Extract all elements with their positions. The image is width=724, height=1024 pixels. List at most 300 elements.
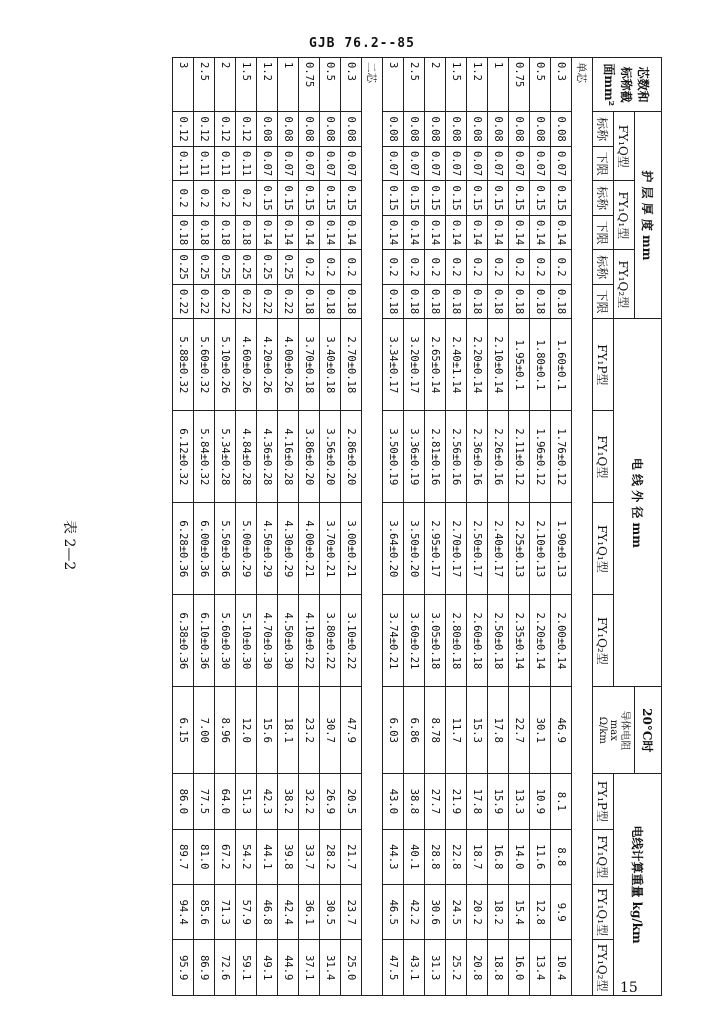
- od-cell: 6.28±0.36: [173, 503, 194, 595]
- sheath-cell: 0.2: [299, 250, 320, 285]
- sheath-cell: 0.07: [404, 146, 425, 181]
- table-row: [257, 58, 278, 996]
- sheath-cell: 0.18: [173, 215, 194, 250]
- sheath-cell: 0.15: [446, 181, 467, 216]
- size-cell: 2.5: [194, 58, 215, 112]
- sheath-cell: 0.18: [383, 284, 404, 319]
- wt-type-4: FY₁Q₂型: [593, 940, 614, 996]
- od-cell: 5.84±0.32: [194, 411, 215, 503]
- od-cell: 5.50±0.36: [215, 503, 236, 595]
- size-cell: 0.3: [341, 58, 362, 112]
- weight-cell: 12.8: [530, 885, 551, 940]
- sheath-cell: 0.07: [299, 146, 320, 181]
- weight-cell: 44.1: [257, 829, 278, 884]
- od-cell: 3.34±0.17: [383, 319, 404, 411]
- od-cell: 1.60±0.1: [551, 319, 572, 411]
- sheath-cell: 0.18: [530, 284, 551, 319]
- sheath-cell: 0.25: [236, 250, 257, 285]
- weight-cell: 33.7: [299, 829, 320, 884]
- size-cell: 0.5: [530, 58, 551, 112]
- od-cell: 6.12±0.32: [173, 411, 194, 503]
- od-cell: 1.76±0.12: [551, 411, 572, 503]
- sheath-cell: 0.18: [215, 215, 236, 250]
- resistance-cell: 17.8: [488, 687, 509, 774]
- weight-cell: 37.1: [299, 940, 320, 996]
- od-cell: 2.11±0.12: [509, 411, 530, 503]
- sheath-cell: 0.14: [509, 215, 530, 250]
- group-label: 二芯: [362, 58, 383, 996]
- sheath-cell: 0.08: [425, 112, 446, 147]
- sheath-cell: 0.08: [341, 112, 362, 147]
- sheath-cell: 0.18: [509, 284, 530, 319]
- sheath-cell: 0.07: [257, 146, 278, 181]
- sheath-cell: 0.22: [194, 284, 215, 319]
- od-cell: 2.10±0.14: [488, 319, 509, 411]
- od-cell: 5.10±0.26: [215, 319, 236, 411]
- od-cell: 5.34±0.28: [215, 411, 236, 503]
- sheath-cell: 0.07: [530, 146, 551, 181]
- sheath-cell: 0.22: [173, 284, 194, 319]
- sheath-cell: 0.12: [194, 112, 215, 147]
- od-cell: 4.10±0.22: [299, 595, 320, 687]
- weight-cell: 94.4: [173, 885, 194, 940]
- sheath-cell: 0.15: [530, 181, 551, 216]
- sheath-cell: 0.08: [530, 112, 551, 147]
- od-cell: 4.70±0.30: [257, 595, 278, 687]
- weight-cell: 11.6: [530, 829, 551, 884]
- resistance-cell: 18.1: [278, 687, 299, 774]
- weight-cell: 9.9: [551, 885, 572, 940]
- weight-cell: 16.0: [509, 940, 530, 996]
- rotated-table-frame: [86, 57, 662, 996]
- sheath-cell: 0.07: [320, 146, 341, 181]
- sheath-cell: 0.22: [278, 284, 299, 319]
- wt-type-3: FY₁Q₁型: [593, 885, 614, 940]
- od-cell: 2.50±0.18: [488, 595, 509, 687]
- weight-cell: 57.9: [236, 885, 257, 940]
- size-header: [593, 58, 662, 112]
- od-cell: 2.80±0.18: [446, 595, 467, 687]
- weight-cell: 38.2: [278, 774, 299, 829]
- weight-cell: 36.1: [299, 885, 320, 940]
- weight-cell: 77.5: [194, 774, 215, 829]
- od-cell: 3.80±0.22: [320, 595, 341, 687]
- sheath-cell: 0.08: [278, 112, 299, 147]
- nominal-3: 标称: [593, 250, 614, 285]
- sheath-cell: 0.2: [467, 250, 488, 285]
- table-row: [320, 58, 341, 996]
- weight-cell: 13.3: [509, 774, 530, 829]
- od-cell: 2.25±0.13: [509, 503, 530, 595]
- resistance-cell: 8.78: [425, 687, 446, 774]
- sheath-header: 护 层 厚 度 mm: [635, 112, 662, 319]
- table-row: [530, 58, 551, 996]
- sheath-cell: 0.15: [278, 181, 299, 216]
- sheath-cell: 0.2: [509, 250, 530, 285]
- weight-cell: 14.0: [509, 829, 530, 884]
- sheath-cell: 0.15: [341, 181, 362, 216]
- weight-cell: 30.6: [425, 885, 446, 940]
- od-cell: 3.74±0.21: [383, 595, 404, 687]
- od-cell: 2.86±0.20: [341, 411, 362, 503]
- sheath-cell: 0.07: [425, 146, 446, 181]
- resistance-cell: 47.9: [341, 687, 362, 774]
- od-cell: 3.20±0.17: [404, 319, 425, 411]
- weight-cell: 15.9: [488, 774, 509, 829]
- sheath-cell: 0.25: [278, 250, 299, 285]
- sheath-cell: 0.14: [425, 215, 446, 250]
- sheath-cell: 0.18: [194, 215, 215, 250]
- resistance-cell: 7.00: [194, 687, 215, 774]
- od-cell: 5.00±0.29: [236, 503, 257, 595]
- table-row: [467, 58, 488, 996]
- weight-cell: 42.3: [257, 774, 278, 829]
- table-row: [383, 58, 404, 996]
- weight-cell: 18.8: [488, 940, 509, 996]
- sheath-cell: 0.08: [257, 112, 278, 147]
- sheath-cell: 0.07: [278, 146, 299, 181]
- sheath-cell: 0.15: [551, 181, 572, 216]
- sheath-cell: 0.25: [173, 250, 194, 285]
- od-cell: 2.50±0.17: [467, 503, 488, 595]
- sheath-cell: 0.15: [509, 181, 530, 216]
- size-header-line1: 芯数和: [636, 66, 651, 103]
- sheath-cell: 0.08: [467, 112, 488, 147]
- sheath-cell: 0.07: [341, 146, 362, 181]
- sheath-cell: 0.2: [383, 250, 404, 285]
- weight-cell: 22.8: [446, 829, 467, 884]
- sheath-cell: 0.08: [509, 112, 530, 147]
- sheath-cell: 0.12: [173, 112, 194, 147]
- sheath-cell: 0.14: [446, 215, 467, 250]
- sheath-cell: 0.07: [551, 146, 572, 181]
- sheath-cell: 0.18: [488, 284, 509, 319]
- od-cell: 1.96±0.12: [530, 411, 551, 503]
- weight-cell: 21.7: [341, 829, 362, 884]
- res-sub-3: Ω/km: [597, 716, 608, 744]
- od-cell: 6.10±0.36: [194, 595, 215, 687]
- weight-cell: 86.9: [194, 940, 215, 996]
- sheath-cell: 0.08: [299, 112, 320, 147]
- resistance-cell: 30.1: [530, 687, 551, 774]
- od-cell: 4.50±0.30: [278, 595, 299, 687]
- resistance-cell: 46.9: [551, 687, 572, 774]
- od-cell: 1.80±0.1: [530, 319, 551, 411]
- weight-cell: 39.8: [278, 829, 299, 884]
- lower-2: 下限: [593, 215, 614, 250]
- od-cell: 2.36±0.16: [467, 411, 488, 503]
- weight-cell: 42.2: [404, 885, 425, 940]
- sheath-cell: 0.25: [194, 250, 215, 285]
- sheath-cell: 0.07: [488, 146, 509, 181]
- sheath-cell: 0.11: [173, 146, 194, 181]
- sheath-cell: 0.15: [404, 181, 425, 216]
- sheath-cell: 0.25: [215, 250, 236, 285]
- sheath-cell: 0.22: [257, 284, 278, 319]
- od-cell: 2.00±0.14: [551, 595, 572, 687]
- od-type-3: FY₁Q₁型: [593, 503, 614, 595]
- od-cell: 3.56±0.20: [320, 411, 341, 503]
- od-cell: 5.10±0.30: [236, 595, 257, 687]
- size-cell: 1: [278, 58, 299, 112]
- od-header: 电 线 外 径 mm: [614, 319, 662, 687]
- sheath-cell: 0.08: [446, 112, 467, 147]
- sheath-cell: 0.14: [404, 215, 425, 250]
- resistance-cell: 22.7: [509, 687, 530, 774]
- sheath-cell: 0.08: [551, 112, 572, 147]
- od-cell: 2.56±0.16: [446, 411, 467, 503]
- size-cell: 0.3: [551, 58, 572, 112]
- od-cell: 3.10±0.22: [341, 595, 362, 687]
- od-cell: 3.05±0.18: [425, 595, 446, 687]
- weight-cell: 31.4: [320, 940, 341, 996]
- od-cell: 3.50±0.19: [383, 411, 404, 503]
- od-cell: 3.70±0.21: [320, 503, 341, 595]
- weight-cell: 51.3: [236, 774, 257, 829]
- weight-cell: 25.0: [341, 940, 362, 996]
- sheath-cell: 0.2: [404, 250, 425, 285]
- weight-cell: 23.7: [341, 885, 362, 940]
- sheath-cell: 0.18: [236, 215, 257, 250]
- sheath-cell: 0.14: [341, 215, 362, 250]
- od-cell: 3.70±0.18: [299, 319, 320, 411]
- od-cell: 1.90±0.13: [551, 503, 572, 595]
- od-cell: 4.36±0.28: [257, 411, 278, 503]
- weight-cell: 40.1: [404, 829, 425, 884]
- resistance-cell: 12.0: [236, 687, 257, 774]
- table-body: [173, 58, 593, 996]
- document-header: GJB 76.2--85: [309, 36, 415, 51]
- sheath-cell: 0.15: [257, 181, 278, 216]
- wire-spec-table: [172, 57, 662, 996]
- resistance-cell: 6.03: [383, 687, 404, 774]
- od-cell: 4.30±0.29: [278, 503, 299, 595]
- sheath-cell: 0.2: [488, 250, 509, 285]
- sheath-type-2: FY₁Q₁型: [614, 181, 635, 250]
- table-row: [404, 58, 425, 996]
- sheath-cell: 0.12: [215, 112, 236, 147]
- sheath-cell: 0.08: [320, 112, 341, 147]
- weight-cell: 67.2: [215, 829, 236, 884]
- weight-cell: 54.2: [236, 829, 257, 884]
- res-subheader: [593, 687, 635, 774]
- table-label-text: 表 2—2: [61, 520, 77, 571]
- od-cell: 3.40±0.18: [320, 319, 341, 411]
- table-head: [593, 58, 662, 996]
- weight-cell: 46.8: [257, 885, 278, 940]
- table-row: [488, 58, 509, 996]
- od-cell: 2.40±1.14: [446, 319, 467, 411]
- sheath-cell: 0.2: [425, 250, 446, 285]
- sheath-cell: 0.18: [404, 284, 425, 319]
- sheath-cell: 0.18: [551, 284, 572, 319]
- wt-type-2: FY₁Q型: [593, 829, 614, 884]
- sheath-cell: 0.08: [488, 112, 509, 147]
- sheath-cell: 0.2: [341, 250, 362, 285]
- weight-cell: 26.9: [320, 774, 341, 829]
- od-cell: 2.70±0.18: [341, 319, 362, 411]
- table-row: [194, 58, 215, 996]
- weight-cell: 15.4: [509, 885, 530, 940]
- sheath-cell: 0.07: [446, 146, 467, 181]
- resistance-cell: 8.96: [215, 687, 236, 774]
- sheath-type-3: FY₁Q₂型: [614, 250, 635, 319]
- od-cell: 1.95±0.1: [509, 319, 530, 411]
- weight-cell: 44.3: [383, 829, 404, 884]
- sheath-cell: 0.14: [278, 215, 299, 250]
- od-cell: 2.65±0.14: [425, 319, 446, 411]
- sheath-cell: 0.18: [320, 284, 341, 319]
- resistance-cell: 15.6: [257, 687, 278, 774]
- sheath-cell: 0.11: [194, 146, 215, 181]
- od-cell: 2.20±0.14: [530, 595, 551, 687]
- weight-cell: 43.0: [383, 774, 404, 829]
- sheath-cell: 0.18: [446, 284, 467, 319]
- sheath-cell: 0.2: [215, 181, 236, 216]
- size-cell: 1.2: [257, 58, 278, 112]
- resistance-cell: 30.7: [320, 687, 341, 774]
- sheath-cell: 0.14: [257, 215, 278, 250]
- weight-cell: 72.6: [215, 940, 236, 996]
- sheath-cell: 0.2: [194, 181, 215, 216]
- sheath-cell: 0.15: [425, 181, 446, 216]
- size-cell: 1.5: [236, 58, 257, 112]
- size-cell: 0.5: [320, 58, 341, 112]
- od-cell: 4.20±0.26: [257, 319, 278, 411]
- sheath-cell: 0.07: [383, 146, 404, 181]
- weight-cell: 20.5: [341, 774, 362, 829]
- resistance-cell: 6.86: [404, 687, 425, 774]
- sheath-cell: 0.2: [446, 250, 467, 285]
- size-cell: 1.2: [467, 58, 488, 112]
- weight-cell: 38.8: [404, 774, 425, 829]
- size-cell: 0.75: [299, 58, 320, 112]
- weight-cell: 10.4: [551, 940, 572, 996]
- group-row: [572, 58, 593, 996]
- od-cell: 6.00±0.36: [194, 503, 215, 595]
- res-sub-1: 导体电阻: [619, 710, 630, 751]
- size-cell: 1: [488, 58, 509, 112]
- sheath-cell: 0.2: [236, 181, 257, 216]
- weight-cell: 46.5: [383, 885, 404, 940]
- sheath-cell: 0.15: [383, 181, 404, 216]
- nominal-1: 标称: [593, 112, 614, 147]
- sheath-cell: 0.2: [173, 181, 194, 216]
- weight-cell: 95.9: [173, 940, 194, 996]
- res-header: 20°C时: [635, 687, 662, 774]
- sheath-cell: 0.07: [509, 146, 530, 181]
- sheath-cell: 0.15: [488, 181, 509, 216]
- sheath-cell: 0.22: [236, 284, 257, 319]
- weight-cell: 27.7: [425, 774, 446, 829]
- sheath-cell: 0.15: [467, 181, 488, 216]
- od-cell: 6.38±0.36: [173, 595, 194, 687]
- sheath-cell: 0.11: [236, 146, 257, 181]
- od-cell: 2.35±0.14: [509, 595, 530, 687]
- size-cell: 2: [425, 58, 446, 112]
- sheath-cell: 0.2: [551, 250, 572, 285]
- weight-cell: 44.9: [278, 940, 299, 996]
- weight-header: 电线计算重量 kg/km: [614, 774, 662, 996]
- sheath-cell: 0.08: [383, 112, 404, 147]
- weight-cell: 28.8: [425, 829, 446, 884]
- weight-cell: 32.2: [299, 774, 320, 829]
- od-cell: 2.26±0.16: [488, 411, 509, 503]
- od-cell: 3.50±0.20: [404, 503, 425, 595]
- od-cell: 4.60±0.26: [236, 319, 257, 411]
- res-sub-2: max: [608, 719, 619, 741]
- size-cell: 3: [383, 58, 404, 112]
- sheath-cell: 0.11: [215, 146, 236, 181]
- table-row: [215, 58, 236, 996]
- weight-cell: 81.0: [194, 829, 215, 884]
- sheath-cell: 0.07: [467, 146, 488, 181]
- weight-cell: 8.1: [551, 774, 572, 829]
- weight-cell: 17.8: [467, 774, 488, 829]
- nominal-2: 标称: [593, 181, 614, 216]
- sheath-cell: 0.2: [320, 250, 341, 285]
- weight-cell: 86.0: [173, 774, 194, 829]
- sheath-cell: 0.14: [530, 215, 551, 250]
- weight-cell: 59.1: [236, 940, 257, 996]
- od-cell: 4.00±0.21: [299, 503, 320, 595]
- weight-cell: 18.7: [467, 829, 488, 884]
- od-cell: 2.70±0.17: [446, 503, 467, 595]
- od-cell: 2.95±0.17: [425, 503, 446, 595]
- size-cell: 3: [173, 58, 194, 112]
- weight-cell: 71.3: [215, 885, 236, 940]
- weight-cell: 30.5: [320, 885, 341, 940]
- sheath-cell: 0.22: [215, 284, 236, 319]
- weight-cell: 18.2: [488, 885, 509, 940]
- sheath-cell: 0.25: [257, 250, 278, 285]
- weight-cell: 20.8: [467, 940, 488, 996]
- weight-cell: 16.8: [488, 829, 509, 884]
- weight-cell: 49.1: [257, 940, 278, 996]
- weight-cell: 47.5: [383, 940, 404, 996]
- weight-cell: 85.6: [194, 885, 215, 940]
- od-cell: 5.60±0.32: [194, 319, 215, 411]
- od-cell: 5.88±0.32: [173, 319, 194, 411]
- od-type-1: FY₁P型: [593, 319, 614, 411]
- od-cell: 2.81±0.16: [425, 411, 446, 503]
- sheath-cell: 0.14: [488, 215, 509, 250]
- od-cell: 5.60±0.30: [215, 595, 236, 687]
- size-header-line2: 标称截: [619, 66, 634, 103]
- weight-cell: 20.2: [467, 885, 488, 940]
- sheath-cell: 0.18: [299, 284, 320, 319]
- size-cell: 2.5: [404, 58, 425, 112]
- weight-cell: 21.9: [446, 774, 467, 829]
- table-row: [299, 58, 320, 996]
- weight-cell: 10.9: [530, 774, 551, 829]
- lower-1: 下限: [593, 146, 614, 181]
- size-cell: 0.75: [509, 58, 530, 112]
- size-cell: 1.5: [446, 58, 467, 112]
- sheath-cell: 0.2: [530, 250, 551, 285]
- od-cell: 2.20±0.14: [467, 319, 488, 411]
- od-cell: 2.60±0.18: [467, 595, 488, 687]
- group-row: [362, 58, 383, 996]
- od-cell: 4.50±0.29: [257, 503, 278, 595]
- sheath-cell: 0.14: [320, 215, 341, 250]
- sheath-cell: 0.08: [404, 112, 425, 147]
- od-cell: 3.00±0.21: [341, 503, 362, 595]
- sheath-cell: 0.18: [467, 284, 488, 319]
- resistance-cell: 11.7: [446, 687, 467, 774]
- od-cell: 4.84±0.28: [236, 411, 257, 503]
- sheath-cell: 0.15: [299, 181, 320, 216]
